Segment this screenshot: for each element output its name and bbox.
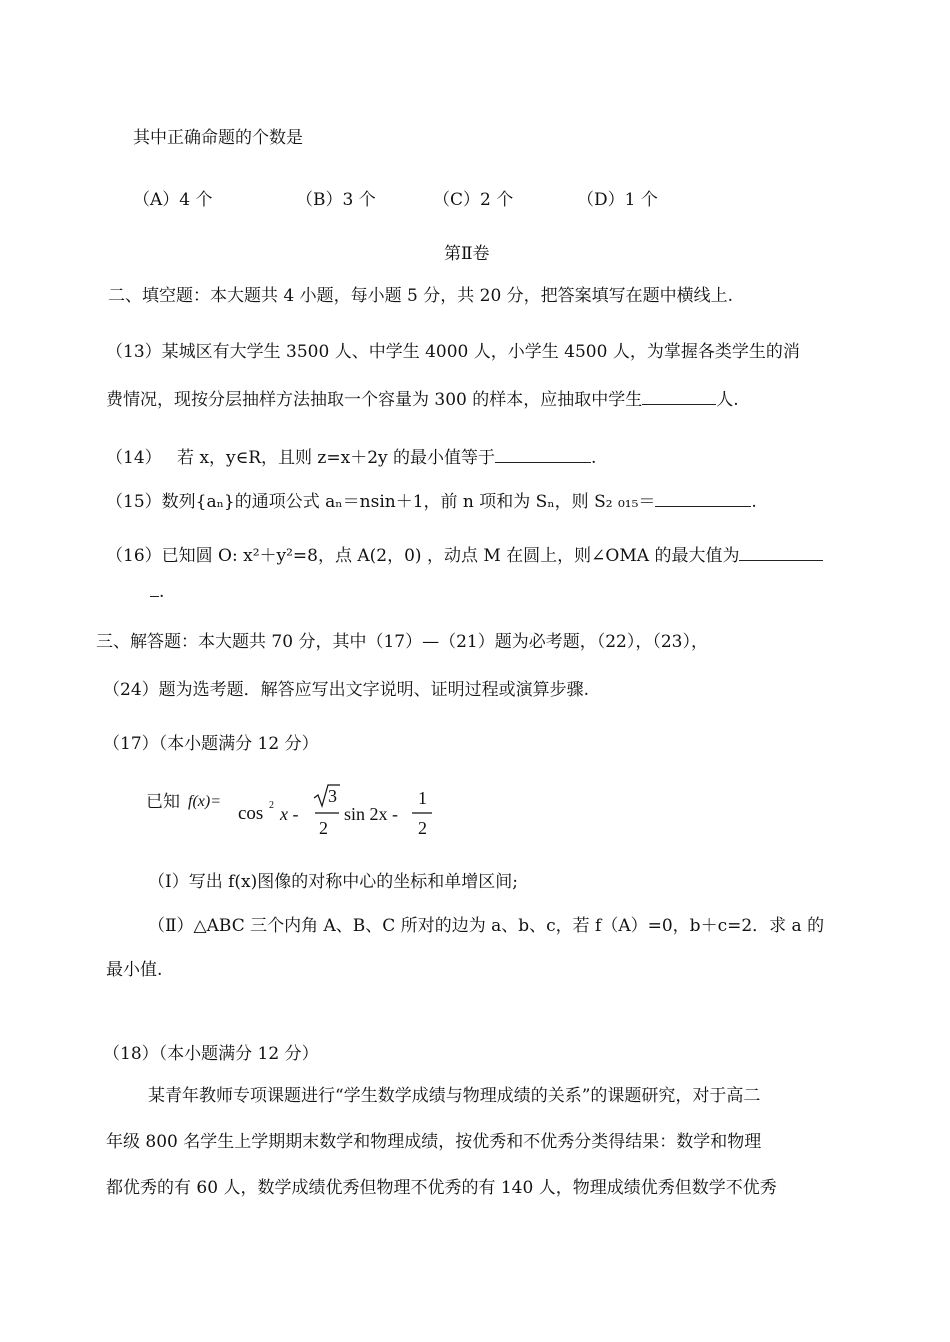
choice-d: （D）1 个 <box>577 190 658 210</box>
q18-head: （18）（本小题满分 12 分） <box>103 1044 319 1064</box>
intro-text: 其中正确命题的个数是 <box>133 128 303 148</box>
q13-line2-text: 费情况，现按分层抽样方法抽取一个容量为 300 的样本，应抽取中学生 <box>106 390 643 410</box>
q18-line2: 年级 800 名学生上学期期末数学和物理成绩，按优秀和不优秀分类得结果：数学和物理 <box>106 1132 762 1152</box>
q17-part1: （Ⅰ）写出 f(x)图像的对称中心的坐标和单增区间; <box>148 872 518 892</box>
q14-answer-blank[interactable] <box>495 444 591 463</box>
q18-line1: 某青年教师专项课题进行“学生数学成绩与物理成绩的关系”的课题研究，对于高二 <box>148 1086 761 1106</box>
q17-formula <box>146 782 466 844</box>
q16-line <box>106 542 823 568</box>
q13-answer-blank[interactable] <box>642 386 716 405</box>
q14-end: . <box>591 448 597 468</box>
q15-end: . <box>751 492 757 512</box>
fraction2-denominator: 2 <box>418 818 427 838</box>
solve-heading-line2: （24）题为选考题．解答应写出文字说明、证明过程或演算步骤. <box>103 680 590 700</box>
sqrt-radicand: 3 <box>328 786 337 806</box>
q18-line3: 都优秀的有 60 人，数学成绩优秀但物理不优秀的有 140 人，物理成绩优秀但数学不优秀 <box>106 1178 777 1198</box>
formula-sin: sin 2x - <box>344 804 398 824</box>
choice-c: （C）2 个 <box>433 190 514 210</box>
formula-square: 2 <box>269 800 274 811</box>
solve-heading-line1: 三、解答题：本大题共 70 分，其中（17）—（21）题为必考题，（22），（23）， <box>96 632 708 652</box>
q16-answer-blank-cont[interactable] <box>150 578 159 597</box>
q13-line1: （13）某城区有大学生 3500 人、中学生 4000 人，小学生 4500 人，为掌握各类学生的消 <box>106 342 800 362</box>
fill-in-heading: 二、填空题：本大题共 4 小题，每小题 5 分，共 20 分，把答案填写在题中横线上. <box>108 286 734 306</box>
q17-part2: （Ⅱ）△ABC 三个内角 A、B、C 所对的边为 a、b、c，若 f（A）=0，b＋c=2．求 a 的 <box>148 916 825 936</box>
q15-line <box>106 488 757 514</box>
choice-b: （B）3 个 <box>296 190 376 210</box>
fraction2-bar <box>412 812 434 815</box>
formula-x-minus: x - <box>280 804 299 824</box>
q15-text: （15）数列{aₙ}的通项公式 aₙ＝nsin＋1，前 n 项和为 Sₙ，则 S₂ ₀₁₅＝ <box>106 492 656 512</box>
formula-given: 已知 <box>146 792 180 812</box>
q14-line <box>106 444 596 470</box>
q17-head: （17）（本小题满分 12 分） <box>103 734 319 754</box>
q17-part2-cont: 最小值. <box>106 960 163 980</box>
q16-end: . <box>159 582 165 602</box>
fraction2-numerator: 1 <box>418 788 427 808</box>
q13-line2-end: 人. <box>716 390 739 410</box>
formula-fx: f(x)= <box>188 793 221 810</box>
q13-line2 <box>106 386 739 412</box>
choice-a: （A）4 个 <box>133 190 213 210</box>
q14-number: （14） <box>106 448 162 468</box>
fraction1-denominator: 2 <box>319 818 328 838</box>
formula-cos: cos <box>238 803 264 824</box>
q14-text: 若 x，y∈R，且则 z=x＋2y 的最小值等于 <box>177 448 496 468</box>
q15-answer-blank[interactable] <box>655 488 751 507</box>
q16-text: （16）已知圆 O: x²＋y²=8，点 A(2，0) ，动点 M 在圆上，则∠OMA 的最大值为 <box>106 546 740 566</box>
q16-answer-blank[interactable] <box>739 542 823 561</box>
section-title: 第Ⅱ卷 <box>444 244 490 264</box>
q16-line2 <box>150 578 164 604</box>
